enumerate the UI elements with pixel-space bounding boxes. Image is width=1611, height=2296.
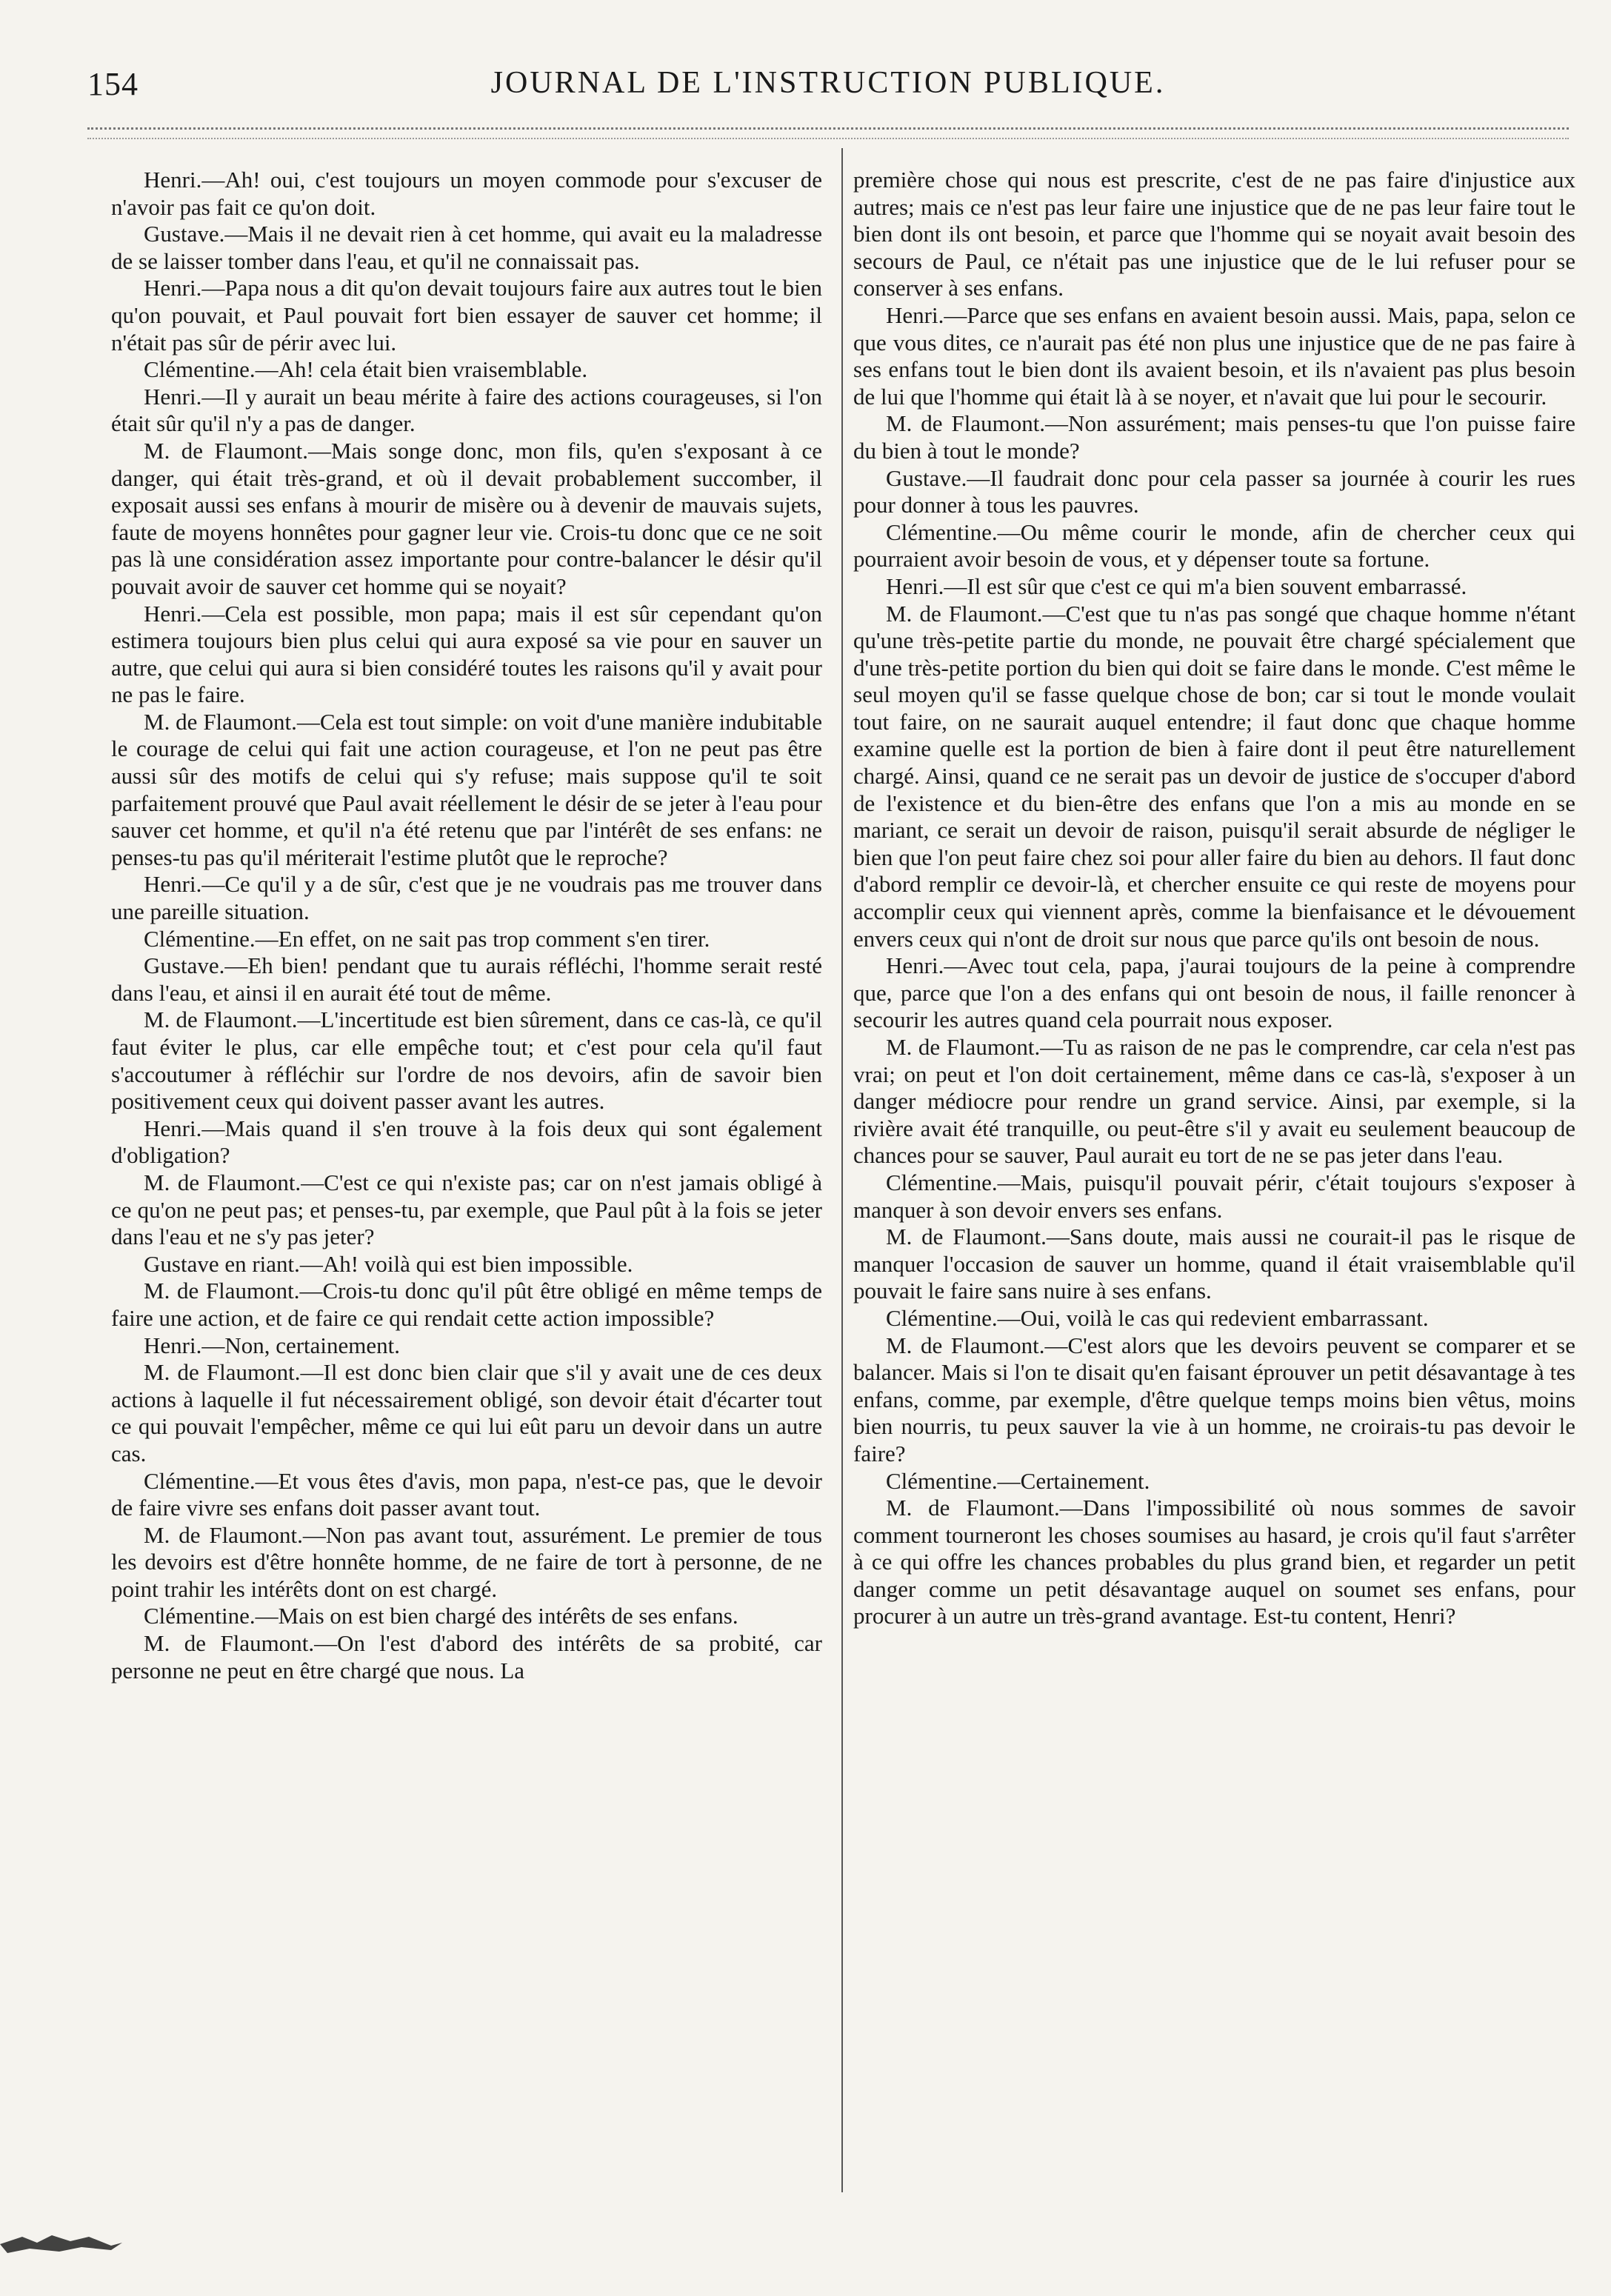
paragraph: Clémentine.—Mais, puisqu'il pouvait périr, c'était toujours s'exposer à manquer à son devoir envers ses enfans. — [853, 1169, 1575, 1223]
paragraph: M. de Flaumont.—On l'est d'abord des intérêts de sa probité, car personne ne peut en être chargé que nous. La — [111, 1630, 822, 1683]
paragraph: Henri.—Il est sûr que c'est ce qui m'a bien souvent embarrassé. — [886, 573, 1467, 599]
paragraph: Clémentine.—En effet, on ne sait pas trop comment s'en tirer. — [144, 925, 710, 952]
paragraph: M. de Flaumont.—L'incertitude est bien sûrement, dans ce cas-là, ce qu'il faut éviter le plus, car elle empêche tout; et c'est pour cela qu'il faut s'accoutumer à réfléchir sur l'ordre de nos devoirs, afin de savoir bien positivement ceux qui doivent passer avant les autres. — [111, 1007, 822, 1115]
paragraph: première chose qui nous est prescrite, c'est de ne pas faire d'injustice aux autres; mais ce n'est pas leur faire une injustice que de ne pas leur faire tout le bien dont ils ont besoin, et parce que l'homme qui se noyait avait besoin des secours de Paul, ce n'était pas une injustice que de le lui refuser pour se conserver à ses enfans. — [853, 167, 1575, 301]
ink-smudge — [0, 2215, 126, 2259]
paragraph: Gustave en riant.—Ah! voilà qui est bien impossible. — [144, 1250, 633, 1277]
paragraph: Henri.—Non, certainement. — [144, 1332, 401, 1358]
paragraph: Clémentine.—Certainement. — [886, 1467, 1150, 1494]
right-column — [853, 167, 1575, 1630]
paragraph: M. de Flaumont.—Dans l'impossibilité où nous sommes de savoir comment tourneront les choses soumises au hasard, je crois qu'il faut s'arrêter à ce qui offre les chances probables du plus grand bien, et regarder un petit danger comme un petit désavantage auquel on soumet ses enfans, pour procurer à un autre un très-grand avantage. Est-tu content, Henri? — [853, 1495, 1575, 1629]
paragraph: M. de Flaumont.—Il est donc bien clair que s'il y avait une de ces deux actions à laquelle il fut nécessairement obligé, son devoir était d'écarter tout ce qui pouvait l'empêcher, même ce qui lui eût paru un devoir dans un autre cas. — [111, 1359, 822, 1466]
paragraph: M. de Flaumont.—Sans doute, mais aussi ne courait-il pas le risque de manquer l'occasion de sauver un homme, quand il était vraisemblable qu'il pouvait le faire sans nuire à ses enfans. — [853, 1224, 1575, 1304]
left-column — [111, 167, 822, 1684]
paragraph: Henri.—Papa nous a dit qu'on devait toujours faire aux autres tout le bien qu'on pouvait, et Paul pouvait fort bien essayer de sauver cet homme; il n'était pas sûr de périr avec lui. — [111, 275, 822, 356]
paragraph: Henri.—Cela est possible, mon papa; mais il est sûr cependant qu'on estimera toujours bien plus celui qui aura exposé sa vie pour en sauver un autre, que celui qui aura si bien considéré toutes les raisons qu'il y avait pour ne pas le faire. — [111, 600, 822, 708]
paragraph: Clémentine.—Et vous êtes d'avis, mon papa, n'est-ce pas, que le devoir de faire vivre ses enfans doit passer avant tout. — [111, 1467, 822, 1521]
page-number: 154 — [87, 66, 139, 102]
paragraph: M. de Flaumont.—Non pas avant tout, assurément. Le premier de tous les devoirs est d'être honnête homme, de ne faire de tort à personne, de ne point trahir les intérêts dont on est chargé. — [111, 1521, 822, 1602]
paragraph: M. de Flaumont.—Crois-tu donc qu'il pût être obligé en même temps de faire une action, et de faire ce qui rendait cette action impossible? — [111, 1278, 822, 1331]
paragraph: Gustave.—Mais il ne devait rien à cet homme, qui avait eu la maladresse de se laisser tomber dans l'eau, et qu'il ne connaissait pas. — [111, 221, 822, 274]
paragraph: Clémentine.—Oui, voilà le cas qui redevient embarrassant. — [886, 1304, 1429, 1331]
paragraph: Henri.—Ah! oui, c'est toujours un moyen commode pour s'excuser de n'avoir pas fait ce qu'on doit. — [111, 167, 822, 220]
paragraph: Henri.—Avec tout cela, papa, j'aurai toujours de la peine à comprendre que, parce que l'on a des enfans qui ont besoin de nous, il faille renoncer à secourir les autres quand cela pourrait nous exposer. — [853, 952, 1575, 1033]
paragraph: M. de Flaumont.—Tu as raison de ne pas le comprendre, car cela n'est pas vrai; on peut et l'on doit certainement, même dans ce cas-là, s'exposer à un danger médiocre pour rendre un grand service. Ainsi, par exemple, si la rivière avait été tranquille, ou peut-être s'il y avait eu seulement beaucoup de chances pour se sauver, Paul aurait eu tort de ne se pas jeter dans l'eau. — [853, 1034, 1575, 1169]
paragraph: Clémentine.—Ah! cela était bien vraisemblable. — [144, 356, 588, 383]
paragraph: Gustave.—Il faudrait donc pour cela passer sa journée à courir les rues pour donner à tous les pauvres. — [853, 464, 1575, 518]
paragraph: Henri.—Il y aurait un beau mérite à faire des actions courageuses, si l'on était sûr qu'il n'y a pas de danger. — [111, 383, 822, 437]
paragraph: M. de Flaumont.—C'est alors que les devoirs peuvent se comparer et se balancer. Mais si l'on te disait qu'en faisant éprouver un petit désavantage à tes enfans, comme, par exemple, d'être quelque temps moins bien vêtus, moins bien nourris, tu peux sauver la vie à un homme, ne croirais-tu pas devoir le faire? — [853, 1332, 1575, 1466]
paragraph: Clémentine.—Ou même courir le monde, afin de chercher ceux qui pourraient avoir besoin de vous, et y dépenser toute sa fortune. — [853, 518, 1575, 573]
header-rule-secondary — [87, 138, 1569, 139]
header-rule — [87, 127, 1569, 130]
paragraph: M. de Flaumont.—C'est ce qui n'existe pas; car on n'est jamais obligé à ce qu'on ne peut pas; et penses-tu, par exemple, que Paul pût à la fois se jeter dans l'eau et ne s'y pas jeter? — [111, 1169, 822, 1250]
running-title: JOURNAL DE L'INSTRUCTION PUBLIQUE. — [490, 66, 1166, 100]
paragraph: M. de Flaumont.—Mais songe donc, mon fils, qu'en s'exposant à ce danger, qui était très-grand, et où il devait probablement succomber, il exposait aussi ses enfans à mourir de misère ou à devenir de mauvais sujets, faute de moyens honnêtes pour gagner leur vie. Crois-tu donc que ce ne soit pas là une considération assez importante pour contre-balancer le désir qu'il pouvait avoir de sauver cet homme qui se noyait? — [111, 437, 822, 599]
paragraph: M. de Flaumont.—Cela est tout simple: on voit d'une manière indubitable le courage de celui qui fait une action courageuse, et l'on ne peut pas être aussi sûr des motifs de celui qui s'y refuse; mais suppose qu'il te soit parfaitement prouvé que Paul avait réellement le désir de se jeter à l'eau pour sauver cet homme, et qu'il n'a été retenu que par l'intérêt de ses enfans: ne penses-tu pas qu'il mériterait l'estime plutôt que le reproche? — [111, 708, 822, 870]
paragraph: Henri.—Parce que ses enfans en avaient besoin aussi. Mais, papa, selon ce que vous dites, ce n'aurait pas été non plus une injustice que de ne pas faire à ses enfans tout le bien dont ils avaient besoin, et ils n'avaient pas plus besoin de lui que l'homme qui était là à se noyer, et n'avait que lui pour le secourir. — [853, 301, 1575, 410]
paragraph: M. de Flaumont.—C'est que tu n'as pas songé que chaque homme n'étant qu'une très-petite partie du monde, ne pouvait être chargé spécialement que d'une très-petite portion du bien qui doit se faire dans le monde. C'est même le seul moyen qu'il se fasse quelque chose de bon; car si tout le monde voulait tout faire, on ne saurait auquel entendre; il faut donc que chaque homme examine quelle est la portion de bien à faire dont il peut être naturellement chargé. Ainsi, quand ce ne serait pas un devoir de justice de s'occuper d'abord de l'existence et du bien-être des enfans que l'on a mis au monde en se mariant, ce serait un devoir de raison, puisqu'il serait absurde de négliger le bien que l'on peut faire chez soi pour aller faire du bien au dehors. Il faut donc d'abord remplir ce devoir-là, et chercher ensuite ce qui reste de moyens pour accomplir ceux qui viennent après, comme la bienfaisance et le dévouement envers ceux qui n'ont de droit sur nous que parce qu'ils ont besoin de nous. — [853, 600, 1575, 952]
paragraph: Henri.—Ce qu'il y a de sûr, c'est que je ne voudrais pas me trouver dans une pareille situation. — [111, 871, 822, 925]
paragraph: M. de Flaumont.—Non assurément; mais penses-tu que l'on puisse faire du bien à tout le monde? — [853, 410, 1575, 464]
column-divider — [841, 148, 843, 2192]
paragraph: Gustave.—Eh bien! pendant que tu aurais réfléchi, l'homme serait resté dans l'eau, et ainsi il en aurait été tout de même. — [111, 952, 822, 1006]
page-header — [87, 65, 1569, 110]
paragraph: Henri.—Mais quand il s'en trouve à la fois deux qui sont également d'obligation? — [111, 1115, 822, 1169]
paragraph: Clémentine.—Mais on est bien chargé des intérêts de ses enfans. — [144, 1603, 738, 1629]
